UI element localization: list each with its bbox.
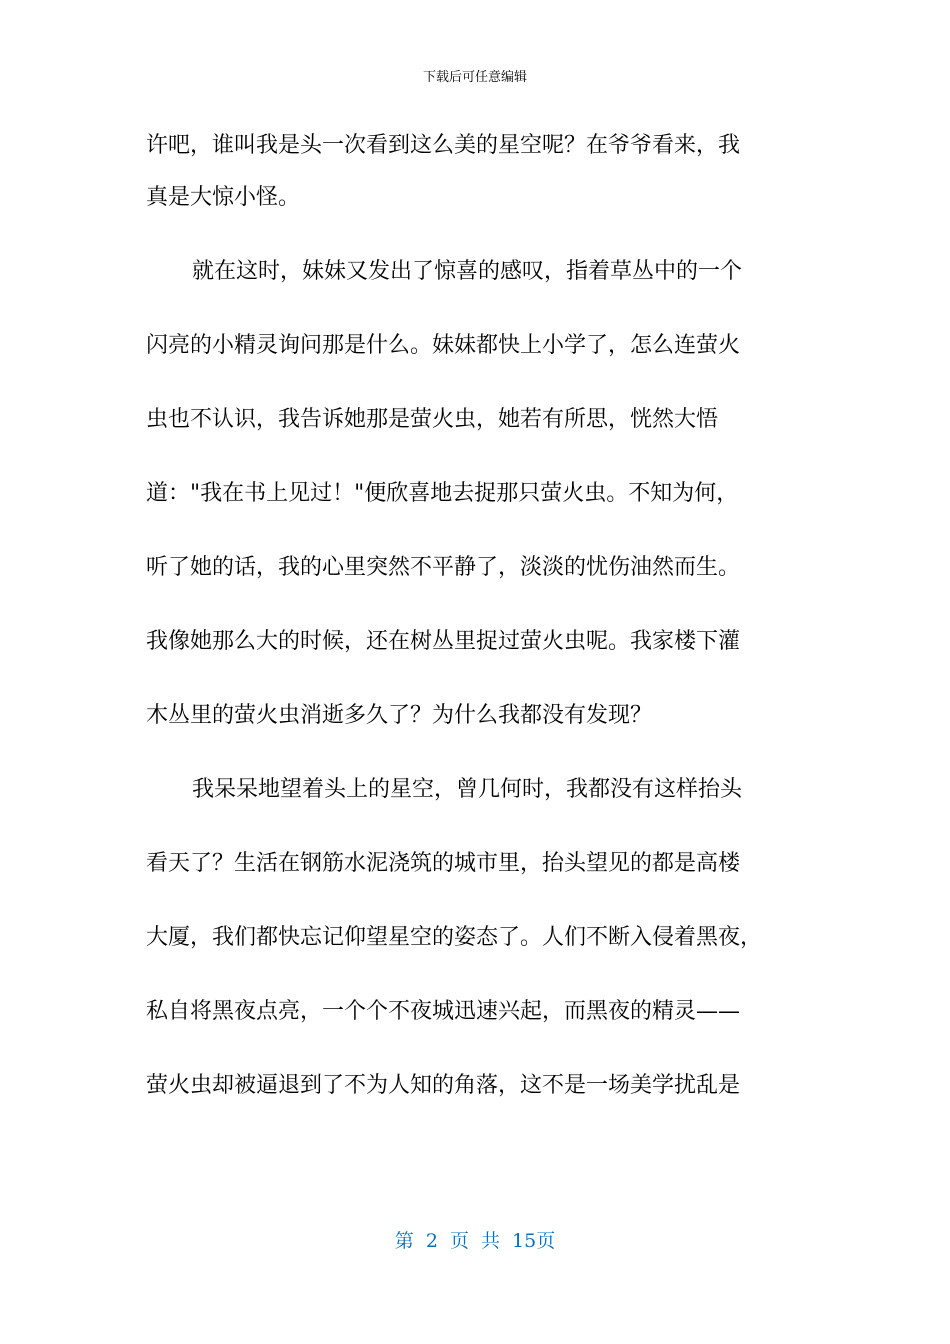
body-text [146,120,806,1112]
text-line-10: 我呆呆地望着头上的星空，曾几何时，我都没有这样抬头 [192,777,743,802]
text-line-9: 木丛里的萤火虫消逝多久了？为什么我都没有发现？ [146,703,653,728]
text-line-1: 许吧，谁叫我是头一次看到这么美的星空呢？在爷爷看来，我 [146,133,741,158]
text-line-4: 闪亮的小精灵询问那是什么。妹妹都快上小学了，怎么连萤火 [146,333,741,358]
text-line-2: 真是大惊小怪。 [146,185,301,210]
header-note: 下载后可任意编辑 [422,70,527,85]
text-line-12: 大厦，我们都快忘记仰望星空的姿态了。人们不断入侵着黑夜， [146,925,763,950]
text-line-3: 就在这时，妹妹又发出了惊喜的感叹，指着草丛中的一个 [192,259,743,284]
text-line-14: 萤火虫却被逼退到了不为人知的角落，这不是一场美学扰乱是 [146,1073,741,1098]
text-line-13: 私自将黑夜点亮，一个个不夜城迅速兴起，而黑夜的精灵—— [146,999,741,1024]
text-line-6: 道："我在书上见过！"便欣喜地去捉那只萤火虫。不知为何， [146,481,739,506]
page-number: 第 2 页 共 15页 [394,1230,556,1252]
text-line-5: 虫也不认识，我告诉她那是萤火虫，她若有所思，恍然大悟 [146,407,719,432]
text-line-11: 看天了？生活在钢筋水泥浇筑的城市里，抬头望见的都是高楼 [146,851,741,876]
text-line-8: 我像她那么大的时候，还在树丛里捉过萤火虫呢。我家楼下灌 [146,629,741,654]
text-line-7: 听了她的话，我的心里突然不平静了，淡淡的忧伤油然而生。 [146,555,741,580]
